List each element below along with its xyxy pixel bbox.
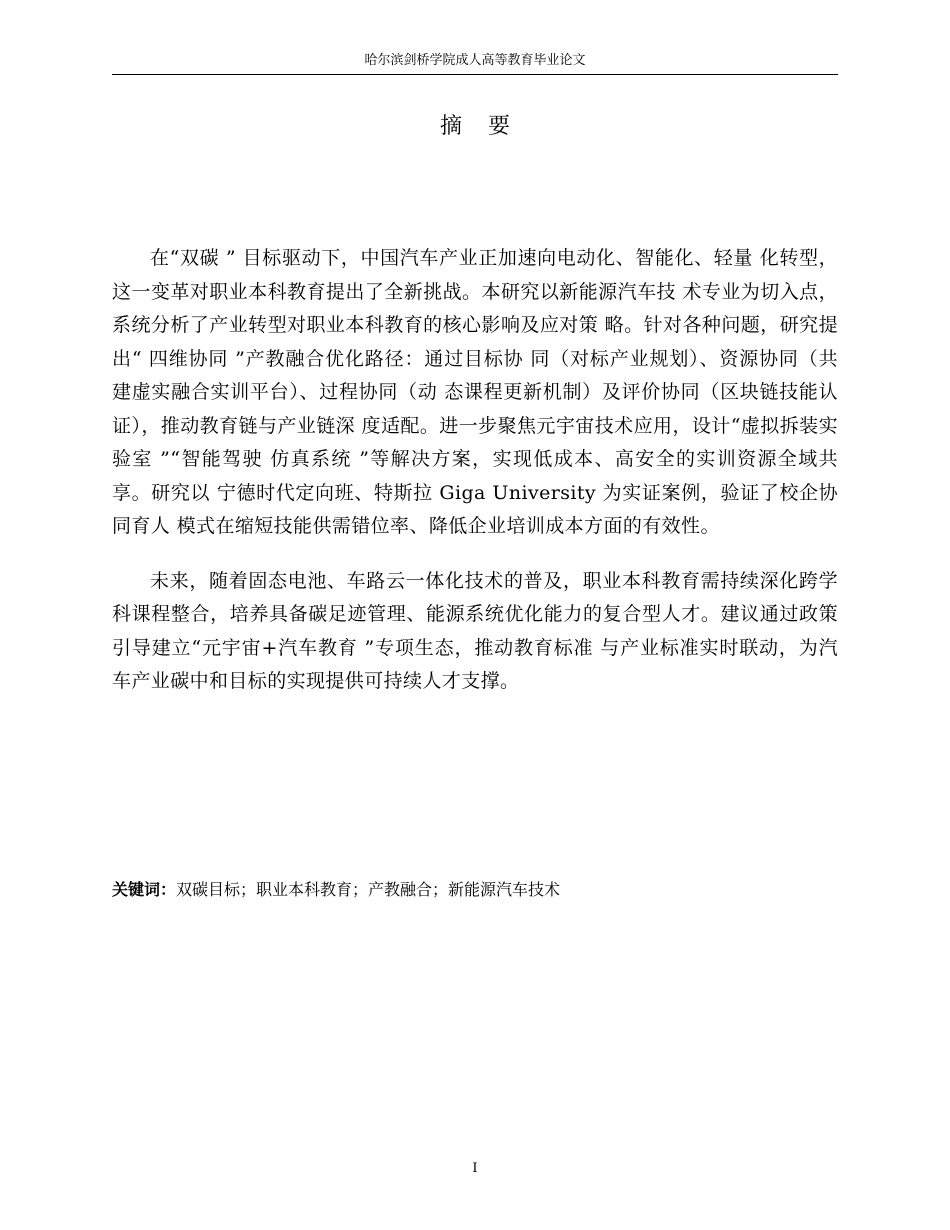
keywords-label: 关键词： xyxy=(112,880,177,899)
page-number: I xyxy=(472,1161,478,1176)
keywords-line xyxy=(112,878,838,902)
abstract-paragraph-1: 在“双碳 ” 目标驱动下，中国汽车产业正加速向电动化、智能化、轻量 化转型，这一变革对职业本科教育提出了全新挑战。本研究以新能源汽车技 术专业为切入点，系统分析了产业转型对职业本科教育的核心影响及应对策 略。针对各种问题，研究提出“ 四维协同 ”产教融合优化路径：通过目标协 同（对标产业规划）、资源协同（共建虚实融合实训平台）、过程协同（动 态课程更新机制）及评价协同（区块链技能认证），推动教育链与产业链深 度适配。进一步聚焦元宇宙技术应用，设计“虚拟拆装实验室 ”“智能驾驶 仿真系统 ”等解决方案，实现低成本、高安全的实训资源全域共享。研究以 宁德时代定向班、特斯拉 Giga University 为实证案例，验证了校企协同育人 模式在缩短技能供需错位率、降低企业培训成本方面的有效性。 xyxy=(112,247,838,537)
abstract-paragraph-2: 未来，随着固态电池、车路云一体化技术的普及，职业本科教育需持续深化跨学科课程整合，培养具备碳足迹管理、能源系统优化能力的复合型人才。建议通过政策引导建立“元宇宙+汽车教育 ”专项生态，推动教育标准 与产业标准实时联动，为汽车产业碳中和目标的实现提供可持续人才支撑。 xyxy=(112,569,838,692)
keywords-text: 双碳目标；职业本科教育；产教融合；新能源汽车技术 xyxy=(176,880,561,899)
abstract-body xyxy=(112,242,838,699)
header-divider xyxy=(112,74,838,75)
abstract-title: 摘要 xyxy=(439,114,536,139)
running-header: 哈尔滨剑桥学院成人高等教育毕业论文 xyxy=(364,53,586,68)
